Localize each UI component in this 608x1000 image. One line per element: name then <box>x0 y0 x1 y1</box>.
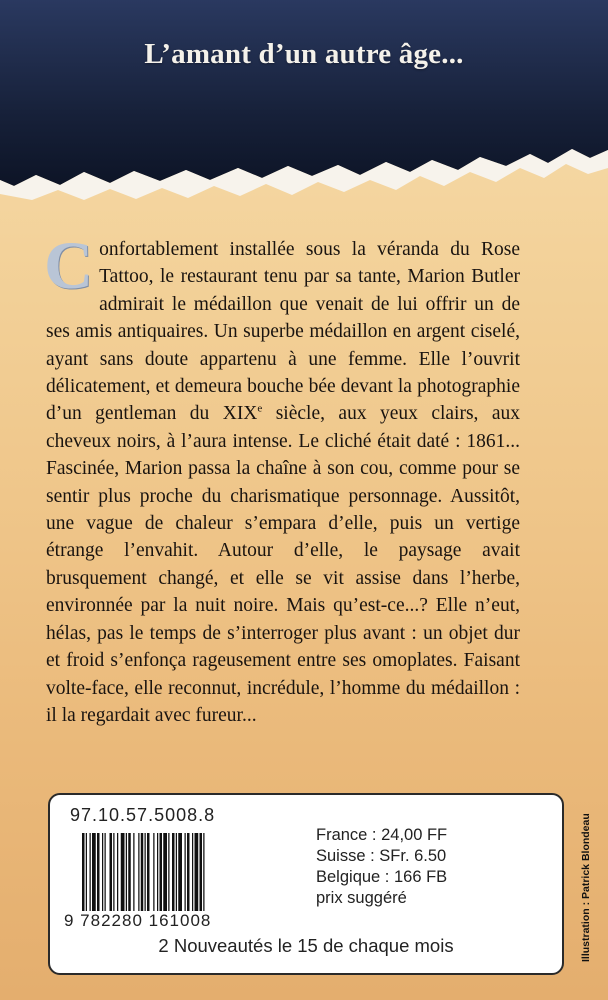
barcode-bar <box>82 833 85 911</box>
price-switzerland: Suisse : SFr. 6.50 <box>316 847 447 865</box>
barcode-bar <box>187 833 190 911</box>
barcode-bar <box>160 833 163 911</box>
barcode-bar <box>168 833 169 911</box>
blurb-text-1: onfortablement installée sous la véranda du Rose Tattoo, le restaurant tenu par sa tante, Marion Butler admirait le médaillon que venait de lui offrir un de ses amis antiquaires. Un superbe médaillon en argent ciselé, ayant sans doute appartenu à une femme. Elle l’ouvrit délicatement, et demeura bouche bée devant la photographie d’un gentleman du XIX <box>46 239 520 425</box>
barcode-bar <box>117 833 118 911</box>
release-schedule-text: 2 Nouveautés le 15 de chaque mois <box>158 935 454 956</box>
back-cover-blurb <box>44 227 520 729</box>
barcode-bar <box>145 833 146 911</box>
barcode-bar <box>200 833 203 911</box>
price-note: prix suggéré <box>316 889 407 907</box>
barcode-bar <box>178 833 182 911</box>
century-superscript: e <box>257 402 263 415</box>
blurb-text-2: siècle, aux yeux clairs, aux cheveux noirs, à l’aura intense. Le cliché était daté : 1861... Fascinée, Marion passa la chaîne à son cou, comme pour se sentir plus proche du charismatique personnage. Aussitôt, une vague de chaleur s’empara d’elle, puis un vertige étrange l’envahit. Autour d’elle, le paysage avait brusquement changé, et elle se vit assise dans l’herbe, environnée par la nuit noire. Mais qu’est-ce...? Elle n’eut, hélas, pas le temps de s’interroger plus avant : un objet dur et froid s’enfonça rageusement entre ses omoplates. Faisant volte-face, elle reconnut, incrédule, l’homme du médaillon : il la regardait avec fureur... <box>46 403 520 726</box>
barcode-bar <box>176 833 177 911</box>
price-belgium: Belgique : 166 FB <box>316 868 448 886</box>
price-france: France : 24,00 FF <box>316 826 448 844</box>
barcode-bar <box>121 833 125 911</box>
barcode-bar <box>97 833 100 911</box>
barcode-bar <box>172 833 175 911</box>
barcode-bar <box>128 833 131 911</box>
barcode-bar <box>157 833 158 911</box>
barcode-bar <box>105 833 106 911</box>
barcode-image <box>82 833 306 911</box>
drop-cap: C <box>44 227 94 303</box>
book-tagline-title: L’amant d’un autre âge... <box>144 38 464 70</box>
product-code: 97.10.57.5008.8 <box>70 805 216 825</box>
barcode-bar <box>203 833 204 911</box>
barcode-bar <box>153 833 154 911</box>
barcode-bar <box>133 833 134 911</box>
barcode-bar <box>102 833 103 911</box>
barcode-bar <box>86 833 87 911</box>
barcode-bar <box>147 833 150 911</box>
barcode-number: 9 782280 161008 <box>64 911 212 930</box>
barcode-bar <box>126 833 127 911</box>
barcode-bar <box>141 833 144 911</box>
barcode-bar <box>163 833 167 911</box>
illustration-credit: Illustration : Patrick Blondeau <box>580 813 592 962</box>
night-sky-banner <box>0 0 608 200</box>
barcode-bar <box>92 833 96 911</box>
price-list <box>316 825 447 909</box>
barcode-bar <box>195 833 199 911</box>
barcode-bar <box>192 833 193 911</box>
barcode-bar <box>110 833 113 911</box>
barcode-bar <box>138 833 139 911</box>
barcode-bar <box>185 833 186 911</box>
price-box <box>48 793 564 975</box>
barcode-bar <box>90 833 91 911</box>
barcode-bar <box>113 833 114 911</box>
